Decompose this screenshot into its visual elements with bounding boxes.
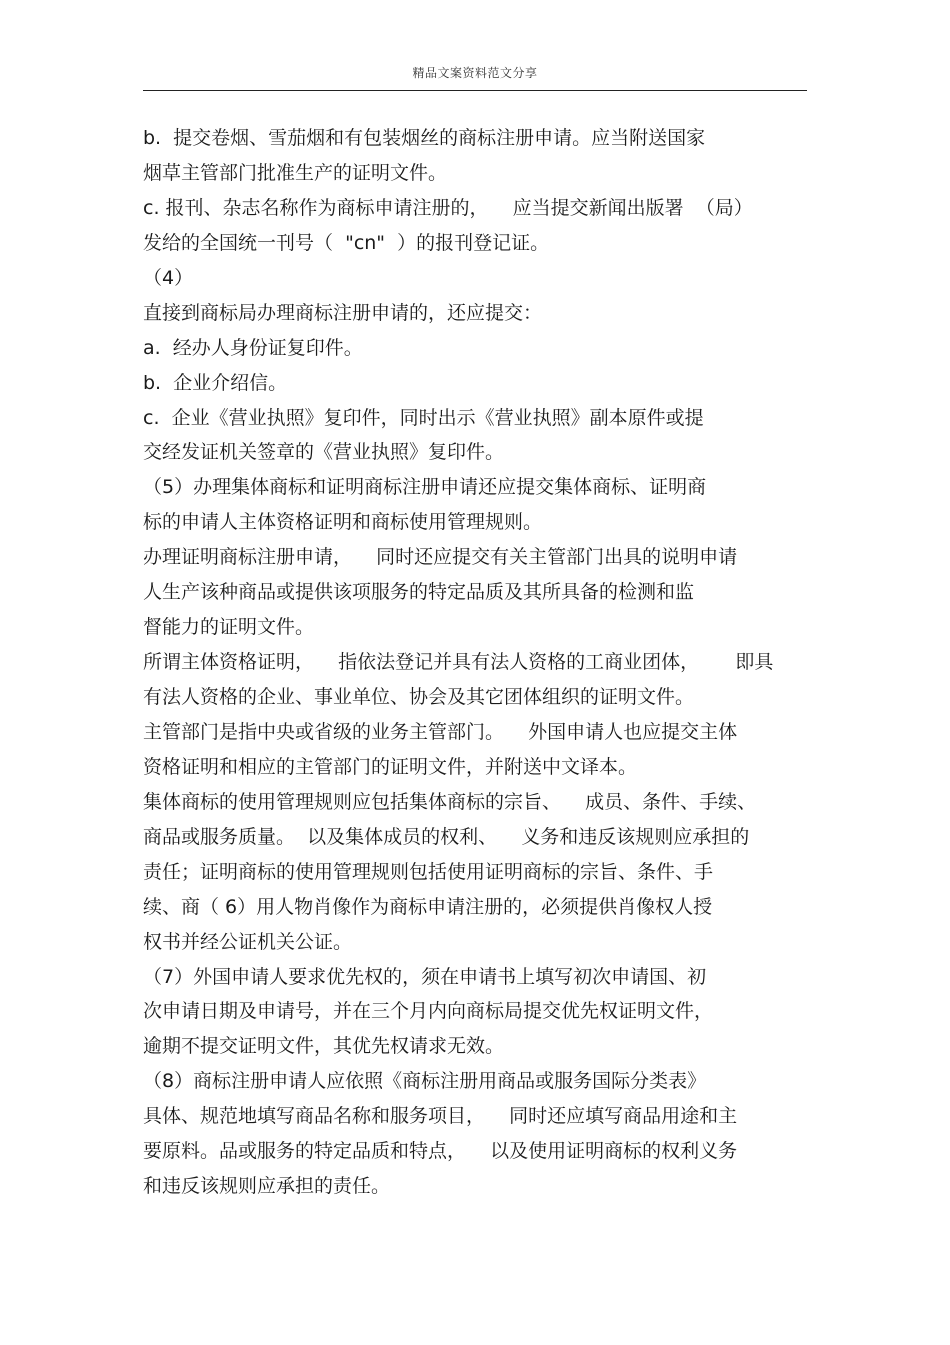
text-line: 主管部门是指中央或省级的业务主管部门。 外国申请人也应提交主体	[143, 720, 738, 743]
page-header: 精品文案资料范文分享	[412, 66, 538, 80]
text-line: 续、商（ 6）用人物肖像作为商标申请注册的，必须提供肖像权人授	[143, 895, 713, 918]
text-line: 直接到商标局办理商标注册申请的，还应提交：	[143, 301, 543, 324]
header-divider	[143, 90, 807, 91]
text-line: 发给的全国统一刊号（ "cn" ）的报刊登记证。	[143, 231, 550, 254]
text-line: 责任；证明商标的使用管理规则包括使用证明商标的宗旨、条件、手	[143, 860, 714, 883]
document-body	[143, 121, 823, 1204]
text-line: 具体、规范地填写商品名称和服务项目， 同时还应填写商品用途和主	[143, 1105, 738, 1128]
text-line: （8）商标注册申请人应依照《商标注册用商品或服务国际分类表》	[143, 1070, 707, 1093]
text-line: 烟草主管部门批准生产的证明文件。	[143, 161, 448, 184]
text-line: 办理证明商标注册申请， 同时还应提交有关主管部门出具的说明申请	[143, 546, 738, 569]
text-line: （7）外国申请人要求优先权的，须在申请书上填写初次申请国、初	[143, 965, 707, 988]
text-line: 商品或服务质量。 以及集体成员的权利、 义务和违反该规则应承担的	[143, 825, 750, 848]
text-line: 资格证明和相应的主管部门的证明文件，并附送中文译本。	[143, 755, 638, 778]
text-line: b. 企业介绍信。	[143, 371, 288, 394]
text-line: 所谓主体资格证明， 指依法登记并具有法人资格的工商业团体， 即具	[143, 651, 774, 674]
text-line: a. 经办人身份证复印件。	[143, 336, 363, 359]
text-line: 和违反该规则应承担的责任。	[143, 1175, 391, 1198]
text-line: 要原料。品或服务的特定品质和特点， 以及使用证明商标的权利义务	[143, 1140, 738, 1163]
text-line: （5）办理集体商标和证明商标注册申请还应提交集体商标、证明商	[143, 476, 707, 499]
text-line: c. 报刊、杂志名称作为商标申请注册的， 应当提交新闻出版署 （局）	[143, 196, 753, 219]
text-line: 逾期不提交证明文件，其优先权请求无效。	[143, 1035, 505, 1058]
text-line: b. 提交卷烟、雪茄烟和有包装烟丝的商标注册申请。应当附送国家	[143, 127, 706, 149]
text-line: c. 企业《营业执照》复印件，同时出示《营业执照》副本原件或提	[143, 406, 704, 429]
text-line: （4）	[143, 266, 194, 289]
text-line: 督能力的证明文件。	[143, 616, 315, 639]
text-line: 权书并经公证机关公证。	[143, 930, 353, 953]
text-line: 标的申请人主体资格证明和商标使用管理规则。	[143, 511, 543, 534]
text-line: 有法人资格的企业、事业单位、协会及其它团体组织的证明文件。	[143, 686, 695, 708]
text-line: 人生产该种商品或提供该项服务的特定品质及其所具备的检测和监	[143, 581, 695, 604]
text-line: 次申请日期及申请号，并在三个月内向商标局提交优先权证明文件，	[143, 1000, 714, 1023]
text-line: 交经发证机关签章的《营业执照》复印件。	[143, 441, 505, 464]
text-line: 集体商标的使用管理规则应包括集体商标的宗旨、 成员、条件、手续、	[143, 790, 757, 813]
